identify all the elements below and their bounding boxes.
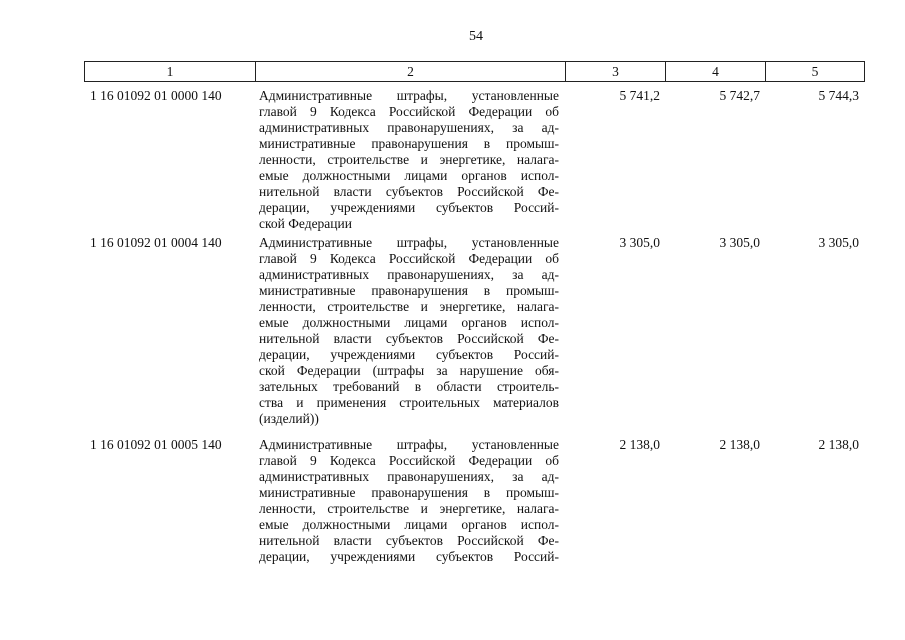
budget-code: 1 16 01092 01 0004 140 bbox=[90, 235, 222, 250]
description-line: ленности, строительстве и энергетике, налага- bbox=[259, 152, 559, 167]
description-line: административных правонарушениях, за ад- bbox=[259, 469, 559, 484]
description-line: Административные штрафы, установленные bbox=[259, 88, 559, 103]
description-line: нительной власти субъектов Российской Фе- bbox=[259, 184, 559, 199]
description-line: (изделий)) bbox=[259, 411, 319, 426]
description-line: емые должностными лицами органов испол- bbox=[259, 168, 559, 183]
description-line: емые должностными лицами органов испол- bbox=[259, 315, 559, 330]
table-header bbox=[84, 61, 865, 82]
description-line: главой 9 Кодекса Российской Федерации об bbox=[259, 251, 559, 266]
description-line: дерации, учреждениями субъектов Россий- bbox=[259, 549, 559, 564]
description-line: ленности, строительстве и энергетике, налага- bbox=[259, 501, 559, 516]
description-line: Административные штрафы, установленные bbox=[259, 437, 559, 452]
column-header-3: 3 bbox=[565, 62, 665, 81]
description-line: министративные правонарушения в промыш- bbox=[259, 136, 559, 151]
description-line: главой 9 Кодекса Российской Федерации об bbox=[259, 104, 559, 119]
description-line: главой 9 Кодекса Российской Федерации об bbox=[259, 453, 559, 468]
description-line: административных правонарушениях, за ад- bbox=[259, 120, 559, 135]
description-line: дерации, учреждениями субъектов Россий- bbox=[259, 200, 559, 215]
value-col-5: 5 744,3 bbox=[818, 88, 859, 103]
value-col-3: 3 305,0 bbox=[619, 235, 660, 250]
description-line: зательных требований в области строитель- bbox=[259, 379, 559, 394]
row-description bbox=[259, 235, 559, 427]
column-header-2: 2 bbox=[255, 62, 565, 81]
description-line: нительной власти субъектов Российской Фе- bbox=[259, 533, 559, 548]
budget-code: 1 16 01092 01 0005 140 bbox=[90, 437, 222, 452]
column-header-4: 4 bbox=[665, 62, 765, 81]
value-col-3: 2 138,0 bbox=[619, 437, 660, 452]
value-col-5: 2 138,0 bbox=[818, 437, 859, 452]
description-line: ленности, строительстве и энергетике, налага- bbox=[259, 299, 559, 314]
description-line: министративные правонарушения в промыш- bbox=[259, 283, 559, 298]
description-line: ства и применения строительных материалов bbox=[259, 395, 559, 410]
column-header-5: 5 bbox=[765, 62, 864, 81]
value-col-4: 2 138,0 bbox=[719, 437, 760, 452]
value-col-4: 3 305,0 bbox=[719, 235, 760, 250]
budget-code: 1 16 01092 01 0000 140 bbox=[90, 88, 222, 103]
description-line: дерации, учреждениями субъектов Россий- bbox=[259, 347, 559, 362]
description-line: административных правонарушениях, за ад- bbox=[259, 267, 559, 282]
description-line: ской Федерации bbox=[259, 216, 352, 231]
description-line: министративные правонарушения в промыш- bbox=[259, 485, 559, 500]
value-col-3: 5 741,2 bbox=[619, 88, 660, 103]
row-description bbox=[259, 88, 559, 232]
description-line: Административные штрафы, установленные bbox=[259, 235, 559, 250]
column-header-1: 1 bbox=[166, 64, 174, 79]
description-line: ской Федерации (штрафы за нарушение обя- bbox=[259, 363, 559, 378]
value-col-5: 3 305,0 bbox=[818, 235, 859, 250]
value-col-4: 5 742,7 bbox=[719, 88, 760, 103]
description-line: нительной власти субъектов Российской Фе- bbox=[259, 331, 559, 346]
row-description bbox=[259, 437, 559, 565]
description-line: емые должностными лицами органов испол- bbox=[259, 517, 559, 532]
page-number: 54 bbox=[469, 29, 483, 44]
